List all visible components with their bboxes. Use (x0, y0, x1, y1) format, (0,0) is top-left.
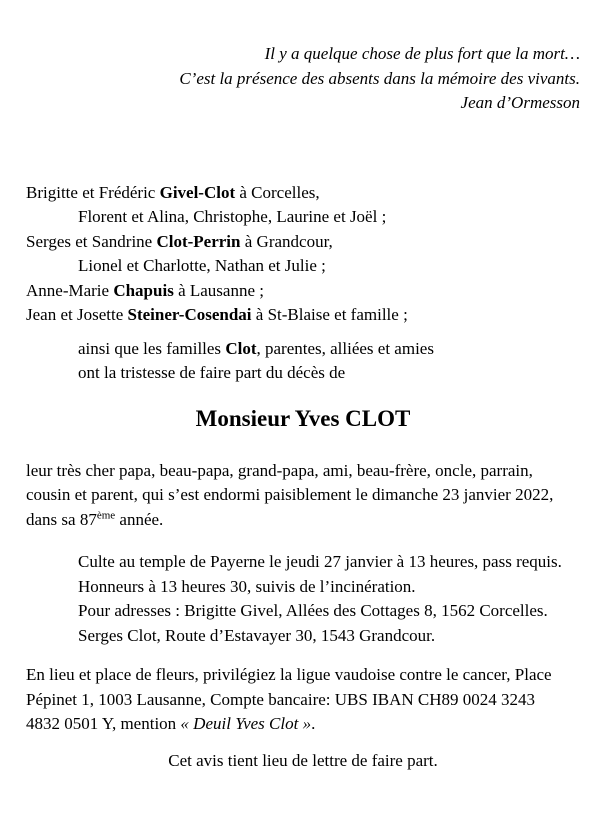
family-line-pre: Jean et Josette (26, 305, 128, 324)
family-list (26, 181, 580, 328)
announcement-line-1 (78, 337, 580, 362)
family-line-post: à St-Blaise et famille ; (251, 305, 408, 324)
family-line-children-2: Lionel et Charlotte, Nathan et Julie ; (78, 256, 326, 275)
announcement-post: , parentes, alliées et amies (256, 338, 434, 358)
family-name-bold: Steiner-Cosendai (127, 305, 252, 324)
donation-line-2: Pépinet 1, 1003 Lausanne, Compte bancaire: UBS IBAN CH89 0024 3243 (26, 689, 535, 709)
epigraph-line-1: Il y a quelque chose de plus fort que la mort… (264, 44, 580, 63)
ceremony-address-line-2: Serges Clot, Route d’Estavayer 30, 1543 Grandcour. (78, 625, 436, 645)
epigraph-attribution: Jean d’Ormesson (460, 93, 580, 112)
donation-mention-pre: 4832 0501 Y, mention (26, 714, 181, 733)
family-line-clot-perrin (26, 230, 580, 255)
epigraph-line-2: C’est la présence des absents dans la mémoire des vivants. (179, 68, 580, 88)
announcement-block (26, 337, 580, 386)
family-line-children-1: Florent et Alina, Christophe, Laurine et Joël ; (78, 207, 387, 226)
family-line-givel-clot (26, 181, 580, 206)
family-line-post: à Corcelles, (235, 182, 320, 202)
tribute-age-ordinal-superscript: ème (96, 508, 116, 521)
family-name-bold: Chapuis (113, 280, 174, 300)
family-line-steiner-cosendai (26, 303, 580, 328)
tribute-age-pre: dans sa 87 (26, 509, 97, 529)
family-line-pre: Brigitte et Frédéric (26, 182, 160, 202)
closing-line: Cet avis tient lieu de lettre de faire part. (168, 750, 438, 770)
tribute-paragraph (26, 459, 580, 533)
ceremony-service-line: Culte au temple de Payerne le jeudi 27 janvier à 13 heures, pass requis. (78, 552, 562, 571)
family-name-bold: Clot-Perrin (156, 231, 241, 251)
tribute-line-1: leur très cher papa, beau-papa, grand-papa, ami, beau-frère, oncle, parrain, (26, 460, 533, 480)
family-line-post: à Lausanne ; (173, 280, 264, 300)
family-line-post: à Grandcour, (240, 231, 333, 251)
donation-line-3 (26, 712, 580, 737)
family-line-pre: Anne-Marie (26, 280, 114, 300)
announcement-family-name-bold: Clot (225, 338, 257, 358)
ceremony-details-block (26, 550, 580, 648)
donation-mention-post: . (311, 714, 316, 733)
donation-paragraph (26, 663, 580, 737)
family-name-bold: Givel-Clot (159, 182, 236, 202)
deceased-name-title: Monsieur Yves CLOT (195, 405, 411, 431)
ceremony-address-line-1: Pour adresses : Brigitte Givel, Allées des Cottages 8, 1562 Corcelles. (78, 601, 548, 620)
tribute-line-2: cousin et parent, qui s’est endormi paisiblement le dimanche 23 janvier 2022, (26, 485, 554, 504)
tribute-line-3 (26, 508, 580, 533)
tribute-age-post: année. (115, 509, 164, 529)
donation-mention-italic: « Deuil Yves Clot » (180, 714, 312, 733)
epigraph-quote (26, 42, 580, 116)
announcement-line-2: ont la tristesse de faire part du décès de (78, 363, 346, 382)
family-line-pre: Serges et Sandrine (26, 231, 157, 251)
ceremony-honors-line: Honneurs à 13 heures 30, suivis de l’incinération. (78, 576, 416, 596)
donation-line-1: En lieu et place de fleurs, privilégiez la ligue vaudoise contre le cancer, Place (26, 665, 552, 684)
family-line-chapuis (26, 279, 580, 304)
announcement-pre: ainsi que les familles (78, 338, 226, 358)
